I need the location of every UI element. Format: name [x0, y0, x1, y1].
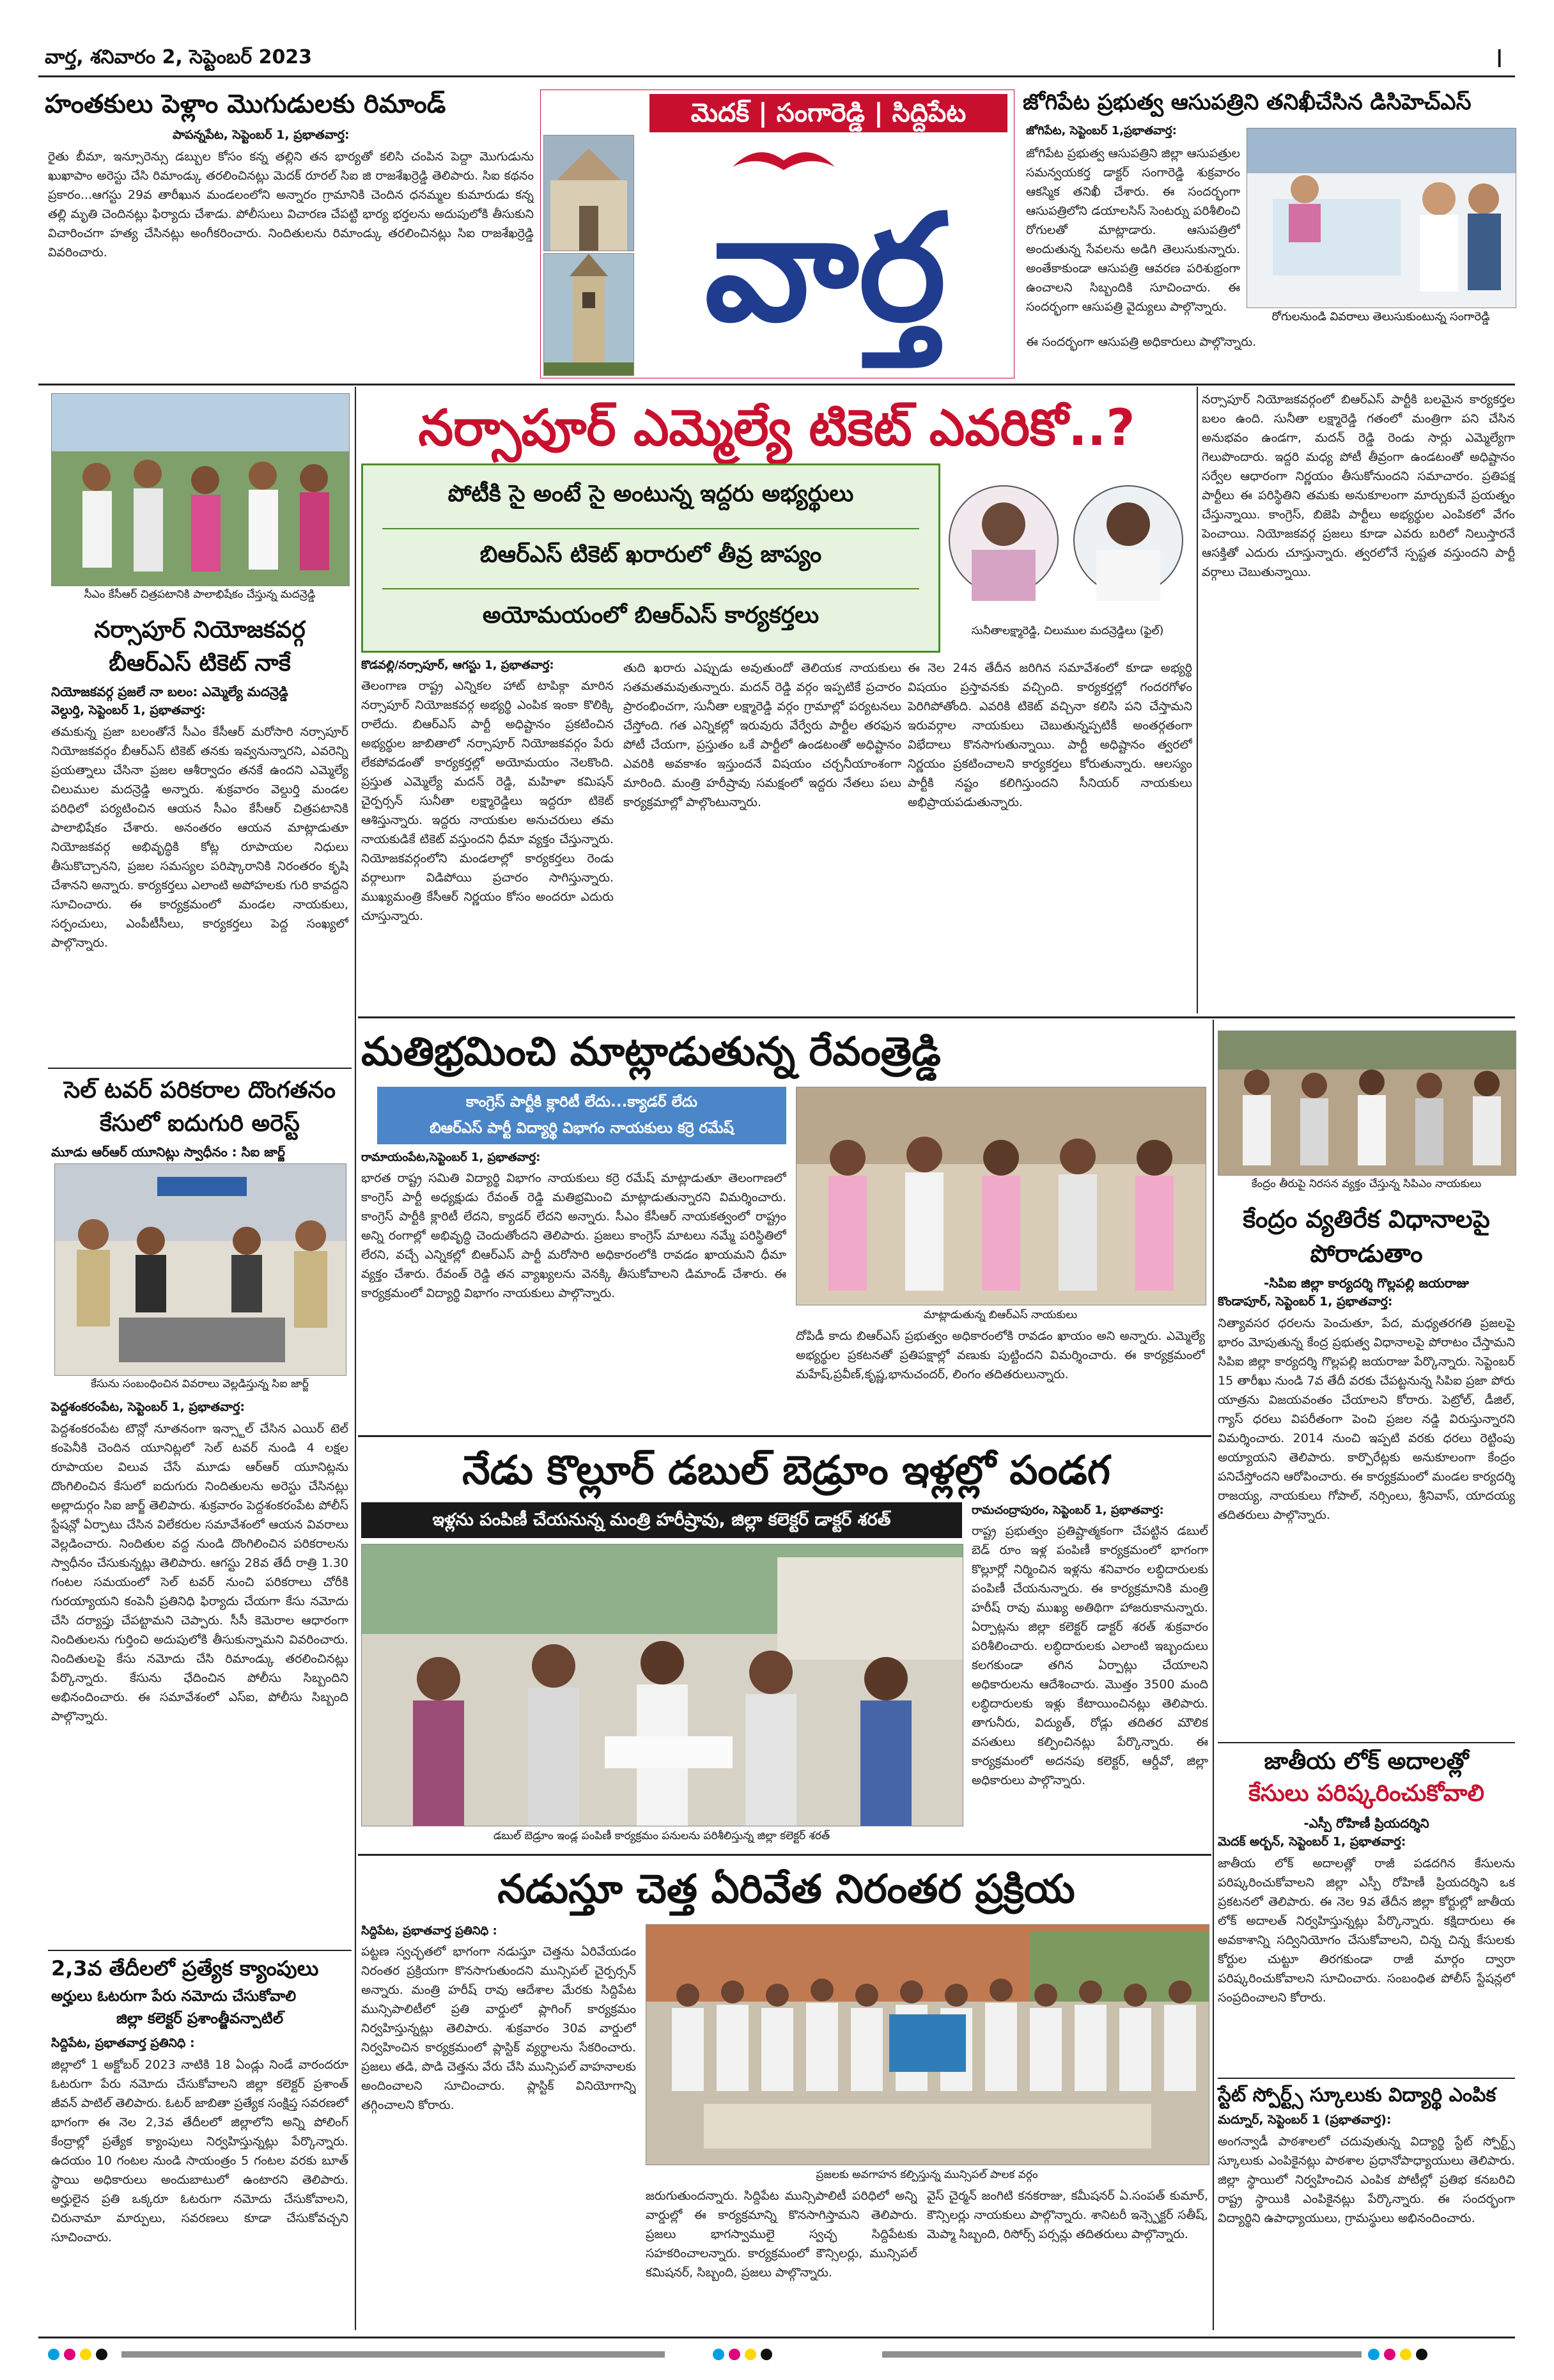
story1-dateline: పాపన్నపేట, సెప్టెంబర్ 1, ప్రభాతవార్త:: [173, 128, 350, 142]
lead-body-col3: ఈ నెల 24న తేదీన జరిగిన సమావేశంలో కూడా అభ్యర్థి విషయం ప్రస్తావనకు వచ్చింది. కార్యకర్తల్లో గందరగోళం పెరిగిపోతోంది. ఎవరికి టికెట్ వచ్చినా కలిసి పని చేస్తామని ఇరువర్గాల నాయకులు చెబుతున్నప్పటికీ అంతర్గతంగా విభేదాలు కొనసాగుతున్నాయి. పార్టీ అధిష్టానం త్వరలో నిర్ణయం ప్రకటించాలని కార్యకర్తలు కోరుతున్నారు. ఆలస్యం పార్టీకి నష్టం కలిగిస్తుందని సీనియర్ నాయకులు అభిప్రాయపడుతున్నారు.: [908, 661, 1192, 809]
subhead-divider-1: [382, 528, 919, 529]
revanth-body-b: దోపిడీ కాదు బిఆర్ఎస్ ప్రభుత్వం అధికారంలోకి రావడం ఖాయం అని అన్నారు. ఎమ్మెల్యే అభ్యర్థుల ప్రకటనతో ప్రతిపక్షాల్లో వణుకు పుట్టిందని విమర్శించారు. ఈ కార్యక్రమంలో మహేష్,ప్రవీణ్,కృష్ణ,భానుచందర్, లింగం తదితరులున్నారు.: [796, 1329, 1205, 1381]
garbage-body: పట్టణ స్వచ్ఛతలో భాగంగా నడుస్తూ చెత్తను ఏరివేయడం నిరంతర ప్రక్రియగా కొనసాగుతుందని మున్సిపల్ చైర్పర్సన్ అన్నారు. మంత్రి హరీష్ రావు ఆదేశాల మేరకు సిద్దిపేట మున్సిపాలిటీలో ప్రతి వార్డులో ప్లాగింగ్ కార్యక్రమం నిర్వహిస్తున్నట్లు తెలిపారు. శుక్రవారం 30వ వార్డులో నిర్వహించిన కార్యక్రమంలో ప్లాస్టిక్ వ్యర్థాలను సేకరించారు. ప్రజలు తడి, పొడి చెత్తను వేరు చేసి మున్సిపల్ వాహనాలకు అందించాలని సూచించారు. ప్లాస్టిక్ వినియోగాన్ని తగ్గించాలని కోరారు.: [361, 1945, 636, 2112]
masthead: [540, 89, 1014, 378]
lead-photo-portraits: [943, 467, 1192, 614]
masthead-logo: వార్త: [704, 183, 946, 354]
story2-body-cont: [1026, 332, 1515, 377]
camps-subhead: అర్హులు ఓటరుగా పేరు నమోదు చేసుకోవాలి: [51, 1988, 297, 2005]
housing-photo: [361, 1544, 963, 1826]
garbage-photo: [646, 1924, 1209, 2165]
cell-tower-subhead: మూడు ఆర్ఆర్ యూనిట్లు స్వాధీనం : సిఐ జార్జ్: [51, 1144, 285, 1160]
lead-subhead-2: బిఆర్ఎస్ టికెట్ ఖరారులో తీవ్ర జాప్యం: [479, 541, 822, 568]
left-story-subhead: నియోజకవర్గ ప్రజలే నా బలం: ఎమ్మెల్యే మదన్రెడ్డి: [51, 684, 288, 699]
housing-dateline: రామచంద్రాపురం, సెప్టెంబర్ 1, ప్రభాతవార్త:: [972, 1504, 1164, 1517]
lok-adalat-subhead2: -ఎస్పీ రోహిణీ ప్రియదర్శిని: [1303, 1816, 1429, 1831]
subhead-divider-2: [382, 588, 919, 589]
footer-dot-magenta-mid: [729, 2349, 740, 2360]
revanth-body: భారత రాష్ట్ర సమితి విద్యార్థి విభాగం నాయకులు కర్రె రమేష్ మాట్లాడుతూ తెలంగాణలో కాంగ్రెస్ పార్టీ అధ్యక్షుడు రేవంత్ రెడ్డి మతిభ్రమించి మాట్లాడుతున్నారని విమర్శించారు. కాంగ్రెస్ పార్టీకి క్లారిటీ లేదని, క్యాడర్ లేదని అన్నారు. సీఎం కేసీఆర్ నాయకత్వంలో రాష్ట్రం అన్ని రంగాల్లో అభివృద్ధి చెందుతోందని తెలిపారు. ప్రజలు కాంగ్రెస్ మాటలు నమ్మే పరిస్థితిలో లేరని, వచ్చే ఎన్నికల్లో బిఆర్ఎస్ పార్టీ మరోసారి అధికారంలోకి రావడం ఖాయమని ధీమా వ్యక్తం చేశారు. రేవంత్ రెడ్డి తన వ్యాఖ్యలను వెనక్కి తీసుకోవాలని డిమాండ్ చేశారు. ఈ కార్యక్రమంలో విద్యార్థి విభాగం నాయకులు పాల్గొన్నారు.: [361, 1171, 786, 1300]
revanth-photo: [796, 1087, 1206, 1305]
lead-body-col2: తుది ఖరారు ఎప్పుడు అవుతుందో తెలియక నాయకులు సతమతమవుతున్నారు. మదన్ రెడ్డి వర్గం ఇప్పటికే ప్రచారం ప్రారంభించగా, సునీతా లక్ష్మారెడ్డి వర్గం గ్రామాల్లో పర్యటనలు చేస్తోంది. గత ఎన్నికల్లో ఇరువురు వేర్వేరు పార్టీల తరఫున పోటీ చేయగా, ప్రస్తుతం ఒకే పార్టీలో ఉండటంతో అధిష్టానం ఎవరికి అవకాశం ఇస్తుందనే విషయం చర్చనీయాంశంగా మారింది. మంత్రి హరీష్రావు సమక్షంలో ఇద్దరు నేతలు పలు కార్యక్రమాల్లో పాల్గొంటున్నారు.: [623, 661, 901, 809]
rule-lead-right: [1197, 387, 1198, 1013]
revanth-dateline: రామాయంపేట,సెప్టెంబర్ 1, ప్రభాతవార్త:: [361, 1151, 541, 1164]
rule-right-column: [1213, 1020, 1214, 2330]
lok-adalat-dateline: మెదక్ అర్బన్, సెప్టెంబర్ 1, ప్రభాతవార్త:: [1218, 1835, 1406, 1849]
housing-body: రాష్ట్ర ప్రభుత్వం ప్రతిష్టాత్మకంగా చేపట్టిన డబుల్ బెడ్ రూం ఇళ్ల పంపిణీ కార్యక్రమంలో భాగంగా కొల్లూర్లో నిర్మించిన ఇళ్లను శనివారం లబ్ధిదారులకు పంపిణీ చేయనున్నారు. ఈ కార్యక్రమానికి మంత్రి హరీష్ రావు ముఖ్య అతిథిగా హాజరుకానున్నారు. ఏర్పాట్లను జిల్లా కలెక్టర్ డాక్టర్ శరత్ శుక్రవారం పరిశీలించారు. లబ్ధిదారులకు ఎలాంటి ఇబ్బందులు కలగకుండా తగిన ఏర్పాట్లు చేయాలని అధికారులను ఆదేశించారు. మొత్తం 3500 మంది లబ్ధిదారులకు ఇళ్లు కేటాయించినట్లు తెలిపారు. తాగునీరు, విద్యుత్, రోడ్లు తదితర మౌలిక వసతులు కల్పించినట్లు పేర్కొన్నారు. ఈ కార్యక్రమంలో అదనపు కలెక్టర్, ఆర్డీవో, జిల్లా అధికారులు పాల్గొన్నారు.: [972, 1524, 1208, 1787]
housing-headline: నేడు కొల్లూర్ డబుల్ బెడ్రూం ఇళ్లల్లో పండగ: [462, 1447, 1110, 1493]
footer-bar-right: [882, 2351, 1362, 2358]
footer-dot-black-mid: [761, 2349, 772, 2360]
footer-dot-cyan-right: [1368, 2349, 1379, 2360]
school-dateline: మద్నూర్, సెప్టెంబర్ 1 (ప్రభాతవార్త):: [1218, 2113, 1392, 2127]
rule-lead-bottom: [358, 1016, 1515, 1018]
lok-adalat-subhead: కేసులు పరిష్కరించుకోవాలి: [1248, 1780, 1484, 1807]
rule-top-section: [38, 384, 1515, 385]
story2-caption: రోగులనుండి వివరాలు తెలుసుకుంటున్న సంగారెడ్డి: [1247, 309, 1515, 325]
rule-right-2: [1218, 2078, 1515, 2079]
rule-left-2: [48, 1950, 352, 1951]
cell-tower-caption: కేసును సంబంధించిన వివరాలు వెల్లడిస్తున్న సిఐ జార్జ్: [54, 1376, 345, 1392]
housing-subhead: ఇళ్లను పంపిణీ చేయనున్న మంత్రి హరీష్రావు, జిల్లా కలెక్టర్ డాక్టర్ శరత్: [361, 1502, 962, 1538]
rule-left-column: [355, 387, 356, 2330]
camps-dateline: సిద్దిపేట, ప్రభాతవార్త ప్రతినిధి :: [51, 2036, 195, 2050]
garbage-body2: జరుగుతుందన్నారు. సిద్దిపేట మున్సిపాలిటీ పరిధిలో అన్ని వార్డుల్లో ఈ కార్యక్రమాన్ని కొనసాగిస్తామని తెలిపారు. ప్రజలు భాగస్వాములై స్వచ్ఛ సిద్దిపేటకు సహకరించాలన్నారు. కార్యక్రమంలో కౌన్సిలర్లు, మున్సిపల్ కమిషనర్, సిబ్బంది, ప్రజలు పాల్గొన్నారు.: [646, 2189, 917, 2280]
revanth-caption: మాట్లాడుతున్న బిఆర్ఎస్ నాయకులు: [796, 1307, 1205, 1323]
footer-dot-magenta-right: [1384, 2349, 1395, 2360]
camps-subhead2: జిల్లా కలెక్టర్ ప్రశాంత్జీవన్పాటిల్: [116, 2011, 283, 2027]
cell-tower-photo: [54, 1163, 346, 1376]
revanth-subhead-box: [377, 1087, 786, 1144]
story2-body: జోగిపేట ప్రభుత్వ ఆసుపత్రిని జిల్లా ఆసుపత్రుల సమన్వయకర్త డాక్టర్ సంగారెడ్డి శుక్రవారం ఆకస్మిక తనిఖీ చేశారు. ఈ సందర్భంగా ఆసుపత్రిలోని డయాలసిస్ సెంటర్ను పరిశీలించి రోగులతో మాట్లాడారు. ఆసుపత్రిలో అందుతున్న సేవలను అడిగి తెలుసుకున్నారు. అంతేకాకుండా ఆసుపత్రి ఆవరణ పరిశుభ్రంగా ఉంచాలని సిబ్బందికి సూచించారు. ఈ సందర్భంగా ఆసుపత్రి వైద్యులు పాల్గొన్నారు.: [1026, 146, 1240, 314]
school-body: అంగన్వాడీ పాఠశాలలో చదువుతున్న విద్యార్థి స్టేట్ స్పోర్ట్స్ స్కూలుకు ఎంపికైనట్లు పాఠశాల ప్రధానోపాధ్యాయులు తెలిపారు. జిల్లా స్థాయిలో నిర్వహించిన ఎంపిక పోటీల్లో ప్రతిభ కనబరిచి రాష్ట్ర స్థాయికి ఎంపికైనట్లు పేర్కొన్నారు. ఈ సందర్భంగా విద్యార్థిని ఉపాధ్యాయులు, గ్రామస్థులు అభినందించారు.: [1218, 2135, 1515, 2225]
cell-tower-dateline: పెద్దశంకరంపేట, సెప్టెంబర్ 1, ప్రభాతవార్త:: [51, 1400, 245, 1414]
rule-left-1: [48, 1068, 352, 1069]
revanth-headline: మతిభ్రమించి మాట్లాడుతున్న రేవంత్రెడ్డి: [361, 1028, 941, 1075]
footer-dot-yellow-left: [80, 2349, 91, 2360]
left-story-photo: [51, 393, 350, 586]
story2-photo: [1247, 128, 1516, 308]
lead-headline: నర్సాపూర్ ఎమ్మెల్యే టికెట్ ఎవరికో..?: [418, 400, 1135, 457]
story2-title: జోగిపేట ప్రభుత్వ ఆసుపత్రిని తనిఖీచేసిన డిసిహెచ్ఎస్: [1023, 89, 1472, 115]
centre-photo: [1218, 1031, 1516, 1176]
footer-rule: [38, 2337, 1515, 2338]
centre-dateline: కొండాపూర్, సెప్టెంబర్ 1, ప్రభాతవార్త:: [1218, 1295, 1393, 1309]
cell-tower-body: పెద్దశంకరంపేట టౌన్లో నూతనంగా ఇన్స్టాల్ చేసిన ఎయిర్ టెల్ కంపెనీకి చెందిన యూనిట్లలో సెల్ టవర్ నుండి 4 లక్షల రూపాయల విలువ చేసే మూడు ఆర్ఆర్ యూనిట్లను దొంగిలించిన కేసులో ఐదుగురు నిందితులను అరెస్టు చేసినట్లు అల్లాదుర్గం సిఐ జార్జ్ తెలిపారు. శుక్రవారం పెద్దశంకరంపేట పోలీస్ స్టేషన్లో ఏర్పాటు చేసిన విలేకరుల సమావేశంలో ఆయన వివరాలు వెల్లడించారు. నిందితుల వద్ద నుండి దొంగిలించిన పరికరాలను స్వాధీనం చేసుకున్నట్లు తెలిపారు. ఆగస్టు 28వ తేదీ రాత్రి 1.30 గంటల సమయంలో సెల్ టవర్ నుంచి పరికరాలు చోరీకి గురయ్యాయని కంపెనీ ప్రతినిధి ఫిర్యాదు చేయగా కేసు నమోదు చేసి దర్యాప్తు చేపట్టామని చెప్పారు. సీసీ కెమెరాల ఆధారంగా నిందితులను గుర్తించి అదుపులోకి తీసుకున్నామని వివరించారు. నిందితులపై కేసు నమోదు చేసి రిమాండ్కు తరలించినట్లు పేర్కొన్నారు. కేసును ఛేదించిన పోలీసు సిబ్బందిని అభినందించారు. ఈ సమావేశంలో ఎస్ఐ, పోలీసు సిబ్బంది పాల్గొన్నారు.: [51, 1422, 348, 1723]
lok-adalat-body: జాతీయ లోక్ అదాలత్లో రాజీ పడదగిన కేసులను పరిష్కరించుకోవాలని జిల్లా ఎస్పీ రోహిణీ ప్రియదర్శిని ఒక ప్రకటనలో తెలిపారు. ఈ నెల 9వ తేదీన జిల్లా కోర్టుల్లో జాతీయ లోక్ అదాలత్ నిర్వహిస్తున్నట్లు పేర్కొన్నారు. కక్షిదారులు ఈ అవకాశాన్ని సద్వినియోగం చేసుకోవాలని, చిన్న చిన్న కేసులకు కోర్టుల చుట్టూ తిరగకుండా రాజీ మార్గం ద్వారా పరిష్కరించుకోవాలని సూచించారు. సంబంధిత పోలీస్ స్టేషన్లలో సంప్రదించాలని కోరారు.: [1218, 1856, 1515, 2005]
footer-dot-black-right: [1416, 2349, 1427, 2360]
paper-date: వార్త, శనివారం 2, సెప్టెంబర్ 2023: [45, 46, 313, 68]
lead-body-col4: నర్సాపూర్ నియోజకవర్గంలో బిఆర్ఎస్ పార్టీకి బలమైన కార్యకర్తల బలం ఉంది. సునీతా లక్ష్మారెడ్డి గతంలో మంత్రిగా పని చేసిన అనుభవం ఉండగా, మదన్ రెడ్డి రెండు సార్లు ఎమ్మెల్యేగా గెలుపొందారు. ఇద్దరి మధ్య పోటీ తీవ్రంగా ఉండటంతో అధిష్టానం సర్వేల ఆధారంగా నిర్ణయం తీసుకోనుందని సమాచారం. ప్రతిపక్ష పార్టీలు ఈ పరిస్థితిని తమకు అనుకూలంగా మార్చుకునే ప్రయత్నం చేస్తున్నాయి. కాంగ్రెస్, బిజెపి పార్టీలు అభ్యర్థుల ఎంపికలో వేగం పెంచాయి. నియోజకవర్గ ప్రజలు కూడా ఎవరు బరిలో నిలుస్తారనే ఆసక్తితో ఎదురు చూస్తున్నారు. త్వరలోనే స్పష్టత వస్తుందని పార్టీ వర్గాలు చెబుతున్నాయి.: [1202, 393, 1515, 579]
story2-dateline: జోగిపేట, సెప్టెంబర్ 1,ప్రభాతవార్త:: [1026, 124, 1177, 137]
lead-subhead-1: పోటీకి సై అంటే సై అంటున్న ఇద్దరు అభ్యర్థులు: [447, 481, 854, 507]
school-headline: స్టేట్ స్పోర్ట్స్ స్కూలుకు విద్యార్థి ఎంపిక: [1218, 2084, 1496, 2106]
story1-body: రైతు బీమా, ఇన్సూరెన్సు డబ్బుల కోసం కన్న తల్లిని తన భార్యతో కలిసి చంపిన పెద్దా మొగుడును ఖుఖాపాం అరెస్టు చేసి రిమాండ్కు తరలించినట్లు మెదక్ రూరల్ సిఐ జి రాజశేఖర్రెడ్డి తెలిపారు. సిఐ కథనం ప్రకారం...ఆగస్టు 29వ తారీఖున మండలంలోని అన్నారం గ్రామానికి చెందిన ధనమ్మల కుమారుడు కన్న తల్లి మృతి చెందినట్లు ఫిర్యాదు చేశాడు. పోలీసులు విచారణ చేపట్టి భార్య భర్తలను అదుపులోకి తీసుకుని విచారించగా హత్య చేసినట్లు అంగీకరించారు. నిందితులను రిమాండ్కు తరలించినట్లు సిఐ రాజశేఖర్రెడ్డి వివరించారు.: [48, 150, 534, 260]
footer-dot-yellow-mid: [745, 2349, 756, 2360]
garbage-body3: వైస్ చైర్మన్ జంగిటి కనకరాజు, కమీషనర్ ఏ.సంపత్ కుమార్, కౌన్సిలర్లు నాయకులు పాల్గొన్నారు. శానిటరీ ఇన్స్పెక్టర్ సతీష్, మెప్మా సిబ్బంది, రిసోర్స్ పర్సన్లు తదితరులు పాల్గొన్నారు.: [927, 2189, 1208, 2241]
masthead-photo-tower: [543, 253, 634, 376]
lead-body-col1: తెలంగాణ రాష్ట్ర ఎన్నికల హాట్ టాపిక్గా మారిన నర్సాపూర్ నియోజకవర్గ అభ్యర్థి ఎంపిక ఇంకా కొలిక్కి రాలేదు. బిఆర్ఎస్ పార్టీ అధిష్టానం ప్రకటించిన అభ్యర్థుల జాబితాలో నర్సాపూర్ నియోజకవర్గం పేరు లేకపోవడంతో కార్యకర్తల్లో అయోమయం నెలకొంది. ప్రస్తుత ఎమ్మెల్యే మదన్ రెడ్డి, మహిళా కమిషన్ చైర్పర్సన్ సునీతా లక్ష్మారెడ్డిలు ఇద్దరూ టికెట్ ఆశిస్తున్నారు. ఇద్దరు నాయకుల అనుచరులు తమ నాయకుడికే టికెట్ వస్తుందని ధీమా వ్యక్తం చేస్తున్నారు. నియోజకవర్గంలోని మండలాల్లో కార్యకర్తలు రెండు వర్గాలుగా విడిపోయి ప్రచారం సాగిస్తున్నారు. ముఖ్యమంత్రి కేసీఆర్ నిర్ణయం కోసం అందరూ ఎదురు చూస్తున్నారు.: [361, 679, 614, 923]
masthead-photo-building: [543, 135, 634, 251]
footer-dot-magenta-left: [64, 2349, 75, 2360]
lok-adalat-headline: జాతీయ లోక్ అదాలత్లో: [1264, 1748, 1469, 1775]
lead-subhead-3: అయోమయంలో బిఆర్ఎస్ కార్యకర్తలు: [482, 602, 820, 628]
centre-subhead: -సిపిఐ జిల్లా కార్యదర్శి గొల్లపల్లి జయరాజు: [1264, 1275, 1469, 1291]
lead-photo-caption: సునీతాలక్ష్మారెడ్డి, చిలుముల మదన్రెడ్డిలు (ఫైల్): [943, 623, 1192, 639]
centre-headline: కేంద్రం వ్యతిరేక విధానాలపై పోరాడుతాం: [1243, 1205, 1490, 1268]
left-story-headline: నర్సాపూర్ నియోజకవర్గ బీఆర్ఎస్ టికెట్ నాకే: [94, 617, 306, 676]
rule-garbage-top: [358, 1854, 1211, 1856]
centre-body: నిత్యావసర ధరలను పెంచుతూ, పేద, మధ్యతరగతి ప్రజలపై భారం మోపుతున్న కేంద్ర ప్రభుత్వ విధానాలపై పోరాటం చేస్తామని సిపిఐ జిల్లా కార్యదర్శి గొల్లపల్లి జయరాజు పేర్కొన్నారు. సెప్టెంబర్ 15 తారీఖు నుండి 7వ తేదీ వరకు చేపట్టనున్న సిపిఐ ప్రజా పోరు యాత్రను విజయవంతం చేయాలని కోరారు. పెట్రోల్, డీజిల్, గ్యాస్ ధరలు విపరీతంగా పెంచి ప్రజల నడ్డి విరుస్తున్నారని విమర్శించారు. 2014 నుంచి ఇప్పటి వరకు ధరలు రెట్టింపు అయ్యాయని తెలిపారు. కార్పొరేట్లకు అనుకూలంగా కేంద్రం పనిచేస్తోందని ఆరోపించారు. ఈ కార్యక్రమంలో మండల కార్యదర్శి రాజయ్య, నాయకులు గోపాల్, నర్సింలు, శ్రీనివాస్, యాదయ్య తదితరులు పాల్గొన్నారు.: [1218, 1316, 1515, 1522]
page-number: I: [1496, 45, 1503, 73]
left-story-body: తమకున్న ప్రజా బలంతోనే సీఎం కేసీఆర్ మరోసారి నర్సాపూర్ నియోజకవర్గం బీఆర్ఎస్ టికెట్ తనకు ఇవ్వనున్నారని, ఎవరెన్ని ప్రయత్నాలు చేసినా ప్రజల ఆశీర్వాదం తనకే ఉందని ఎమ్మెల్యే చిలుముల మదన్రెడ్డి అన్నారు. శుక్రవారం వెల్దుర్తి మండల పరిధిలో పర్యటించిన ఆయన సీఎం కేసీఆర్ చిత్రపటానికి పాలాభిషేకం చేశారు. అనంతరం ఆయన మాట్లాడుతూ నియోజకవర్గ అభివృద్ధికి కోట్ల రూపాయల నిధులు తీసుకొచ్చానని, ప్రజల సమస్యల పరిష్కారానికి నిరంతరం కృషి చేశానని అన్నారు. కార్యకర్తలు ఎలాంటి అపోహలకు గురి కావద్దని సూచించారు. ఈ కార్యక్రమంలో మండల నాయకులు, సర్పంచులు, ఎంపీటీసీలు, కార్యకర్తలు పెద్ద సంఖ్యలో పాల్గొన్నారు.: [51, 725, 348, 950]
centre-caption: కేంద్రం తీరుపై నిరసన వ్యక్తం చేస్తున్న సిపిఎం నాయకులు: [1218, 1176, 1515, 1192]
garbage-dateline: సిద్దిపేట, ప్రభాతవార్త ప్రతినిధి :: [361, 1924, 497, 1938]
lead-dateline: కొడవల్లి/నర్సాపూర్, ఆగస్టు 1, ప్రభాతవార్త:: [361, 658, 554, 672]
camps-headline: 2,3వ తేదీలలో ప్రత్యేక క్యాంపులు: [51, 1956, 319, 1980]
header-rule: [38, 75, 1515, 77]
rule-right-1: [1218, 1742, 1515, 1743]
garbage-headline: నడుస్తూ చెత్త ఏరివేత నిరంతర ప్రక్రియ: [497, 1865, 1075, 1912]
footer-dot-cyan-mid: [713, 2349, 724, 2360]
lead-subhead-box: [361, 463, 940, 653]
camps-body: జిల్లాలో 1 అక్టోబర్ 2023 నాటికి 18 ఏండ్లు నిండే వారందరూ ఓటరుగా పేరు నమోదు చేసుకోవాలని జిల్లా కలెక్టర్ ప్రశాంత్ జీవన్ పాటిల్ తెలిపారు. ఓటర్ జాబితా ప్రత్యేక సంక్షిప్త సవరణలో భాగంగా ఈ నెల 2,3వ తేదీలలో జిల్లాలోని అన్ని పోలింగ్ కేంద్రాల్లో ప్రత్యేక క్యాంపులు నిర్వహిస్తున్నట్లు పేర్కొన్నారు. ఉదయం 10 గంటల నుండి సాయంత్రం 5 గంటల వరకు బూత్ స్థాయి అధికారులు అందుబాటులో ఉంటారని తెలిపారు. అర్హులైన ప్రతి ఒక్కరూ ఓటరుగా నమోదు చేసుకోవాలని, చిరునామా మార్పులు, సవరణలు కూడా చేసుకోవచ్చని సూచించారు.: [51, 2058, 348, 2244]
revanth-subhead-2: బిఆర్ఎస్ పార్టీ విద్యార్థి విభాగం నాయకులు కర్రె రమేష్: [430, 1120, 734, 1137]
left-story-dateline: వెల్దుర్తి, సెప్టెంబర్ 1, ప్రభాతవార్త:: [51, 703, 206, 717]
footer-dot-black-left: [96, 2349, 107, 2360]
garbage-caption: ప్రజలకు అవగాహన కల్పిస్తున్న మున్సిపల్ పాలక వర్గం: [646, 2167, 1208, 2182]
rule-housing-top: [358, 1435, 1211, 1437]
cell-tower-headline: సెల్ టవర్ పరికరాల దొంగతనం కేసులో ఐదుగురి అరెస్ట్: [63, 1077, 336, 1137]
left-story-caption: సీఎం కేసీఆర్ చిత్రపటానికి పాలాభిషేకం చేస్తున్న మదన్రెడ్డి: [51, 587, 348, 602]
footer-dot-yellow-right: [1400, 2349, 1411, 2360]
masthead-regions: మెదక్ | సంగారెడ్డి | సిద్దిపేట: [649, 94, 1007, 132]
footer-bar-left: [121, 2351, 665, 2358]
story2-body-end: ఈ సందర్భంగా ఆసుపత్రి అధికారులు పాల్గొన్నారు.: [1026, 335, 1257, 349]
housing-caption: డబుల్ బెడ్రూం ఇండ్ల పంపిణీ కార్యక్రమం పనులను పరిశీలిస్తున్న జిల్లా కలెక్టర్ శరత్: [361, 1828, 962, 1844]
story1-title: హంతకులు పెళ్లాం మొగుడులకు రిమాండ్: [45, 89, 446, 119]
footer-dot-cyan-left: [48, 2349, 59, 2360]
revanth-subhead-1: కాంగ్రెస్ పార్టీకి క్లారిటీ లేదు...క్యాడర్ లేదు: [466, 1094, 697, 1110]
